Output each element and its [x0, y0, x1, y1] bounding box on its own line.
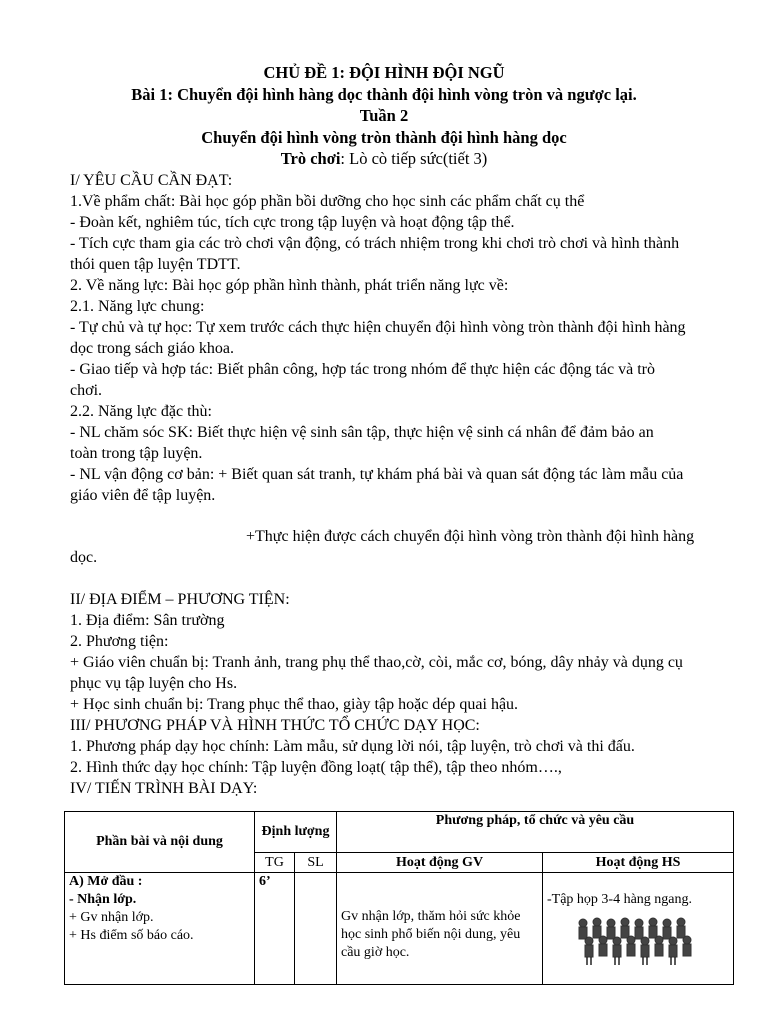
- body-line: +Thực hiện được cách chuyển đội hình vòng tròn thành đội hình hàng: [246, 528, 695, 545]
- body-line: chơi.: [70, 382, 103, 399]
- cell-teacher-activity: [337, 873, 543, 985]
- game-text: : Lò cò tiếp sức(tiết 3): [340, 149, 488, 168]
- sub-attendance: - Nhận lớp.: [69, 892, 137, 907]
- body-line: - NL vận động cơ bản: + Biết quan sát tranh, tự khám phá bài và quan sát động tác làm mẫu của: [70, 466, 684, 483]
- body-line: dọc trong sách giáo khoa.: [70, 340, 234, 357]
- game-line: [0, 148, 768, 169]
- header-method: Phương pháp, tổ chức và yêu cầu: [337, 812, 734, 853]
- item-teacher: + Gv nhận lớp.: [69, 910, 154, 925]
- game-label: Trò chơi: [280, 149, 341, 168]
- section-heading-methods: III/ PHƯƠNG PHÁP VÀ HÌNH THỨC TỔ CHỨC DẠY HỌC:: [70, 717, 480, 734]
- student-activity-text: -Tập họp 3-4 hàng ngang.: [547, 892, 693, 907]
- body-line: 2. Về năng lực: Bài học góp phần hình thành, phát triển năng lực về:: [70, 277, 509, 294]
- header-student-activity: Hoạt động HS: [543, 853, 734, 873]
- header-sl: SL: [295, 853, 337, 873]
- students-formation-icon: [573, 915, 703, 967]
- header-content: Phần bài và nội dung: [65, 812, 255, 873]
- body-line: dọc.: [70, 549, 98, 566]
- body-line: phục vụ tập luyện cho Hs.: [70, 675, 238, 692]
- body-line: giáo viên để tập luyện.: [70, 487, 216, 504]
- section-start: A) Mở đầu :: [69, 874, 143, 889]
- item-students: + Hs điểm số báo cáo.: [69, 928, 194, 943]
- cell-student-activity: [543, 873, 734, 985]
- body-line: 2.1. Năng lực chung:: [70, 298, 205, 315]
- section-heading-location: II/ ĐỊA ĐIỂM – PHƯƠNG TIỆN:: [70, 591, 290, 608]
- body-line: 2.2. Năng lực đặc thù:: [70, 403, 212, 420]
- body-line: - Giao tiếp và hợp tác: Biết phân công, hợp tác trong nhóm để thực hiện các động tác và trò: [70, 361, 655, 378]
- lesson-title: Bài 1: Chuyển đội hình hàng dọc thành đội hình vòng tròn và ngược lại.: [131, 85, 637, 104]
- body-line: 1. Địa điểm: Sân trường: [70, 612, 225, 629]
- section-heading-requirements: I/ YÊU CẦU CẦN ĐẠT:: [70, 172, 233, 189]
- teacher-activity-text: Gv nhận lớp, thăm hỏi sức khỏe học sinh phổ biến nội dung, yêu cầu giờ học.: [341, 909, 521, 960]
- body-line: toàn trong tập luyện.: [70, 445, 203, 462]
- body-line: thói quen tập luyện TDTT.: [70, 256, 241, 273]
- body-line: 1. Phương pháp dạy học chính: Làm mẫu, sử dụng lời nói, tập luyện, trò chơi và thi đấu.: [70, 738, 635, 755]
- topic-title: CHỦ ĐỀ 1: ĐỘI HÌNH ĐỘI NGŨ: [263, 63, 505, 82]
- header-teacher-activity: Hoạt động GV: [337, 853, 543, 873]
- cell-sl: [295, 873, 337, 985]
- body-line: - Tự chủ và tự học: Tự xem trước cách thực hiện chuyển đội hình vòng tròn thành đội hình hàng: [70, 319, 686, 336]
- body-line: 2. Hình thức dạy học chính: Tập luyện đồng loạt( tập thể), tập theo nhóm….,: [70, 759, 562, 776]
- table-row: [65, 873, 734, 985]
- cell-tg: 6’: [255, 873, 295, 985]
- body-line: 2. Phương tiện:: [70, 633, 169, 650]
- cell-content: [65, 873, 255, 985]
- body-line: + Giáo viên chuẩn bị: Tranh ảnh, trang phụ thể thao,cờ, còi, mắc cơ, bóng, dây nhảy và dụng cụ: [70, 654, 683, 671]
- lesson-subtitle: Chuyển đội hình vòng tròn thành đội hình hàng dọc: [201, 128, 567, 147]
- body-line: - Đoàn kết, nghiêm túc, tích cực trong tập luyện và hoạt động tập thể.: [70, 214, 515, 231]
- body-line: - NL chăm sóc SK: Biết thực hiện vệ sinh sân tập, thực hiện vệ sinh cá nhân để đảm bảo an: [70, 424, 654, 441]
- body-line: - Tích cực tham gia các trò chơi vận động, có trách nhiệm trong khi chơi trò chơi và hình thành: [70, 235, 680, 252]
- week-label: Tuần 2: [359, 106, 409, 125]
- body-line: + Học sinh chuẩn bị: Trang phục thể thao, giày tập hoặc dép quai hậu.: [70, 696, 519, 713]
- body-line: 1.Về phẩm chất: Bài học góp phần bồi dưỡng cho học sinh các phẩm chất cụ thể: [70, 193, 585, 210]
- section-heading-process: IV/ TIẾN TRÌNH BÀI DẠY:: [70, 780, 258, 797]
- header-tg: TG: [255, 853, 295, 873]
- lesson-plan-table: [64, 811, 734, 985]
- header-quantity: Định lượng: [255, 812, 337, 853]
